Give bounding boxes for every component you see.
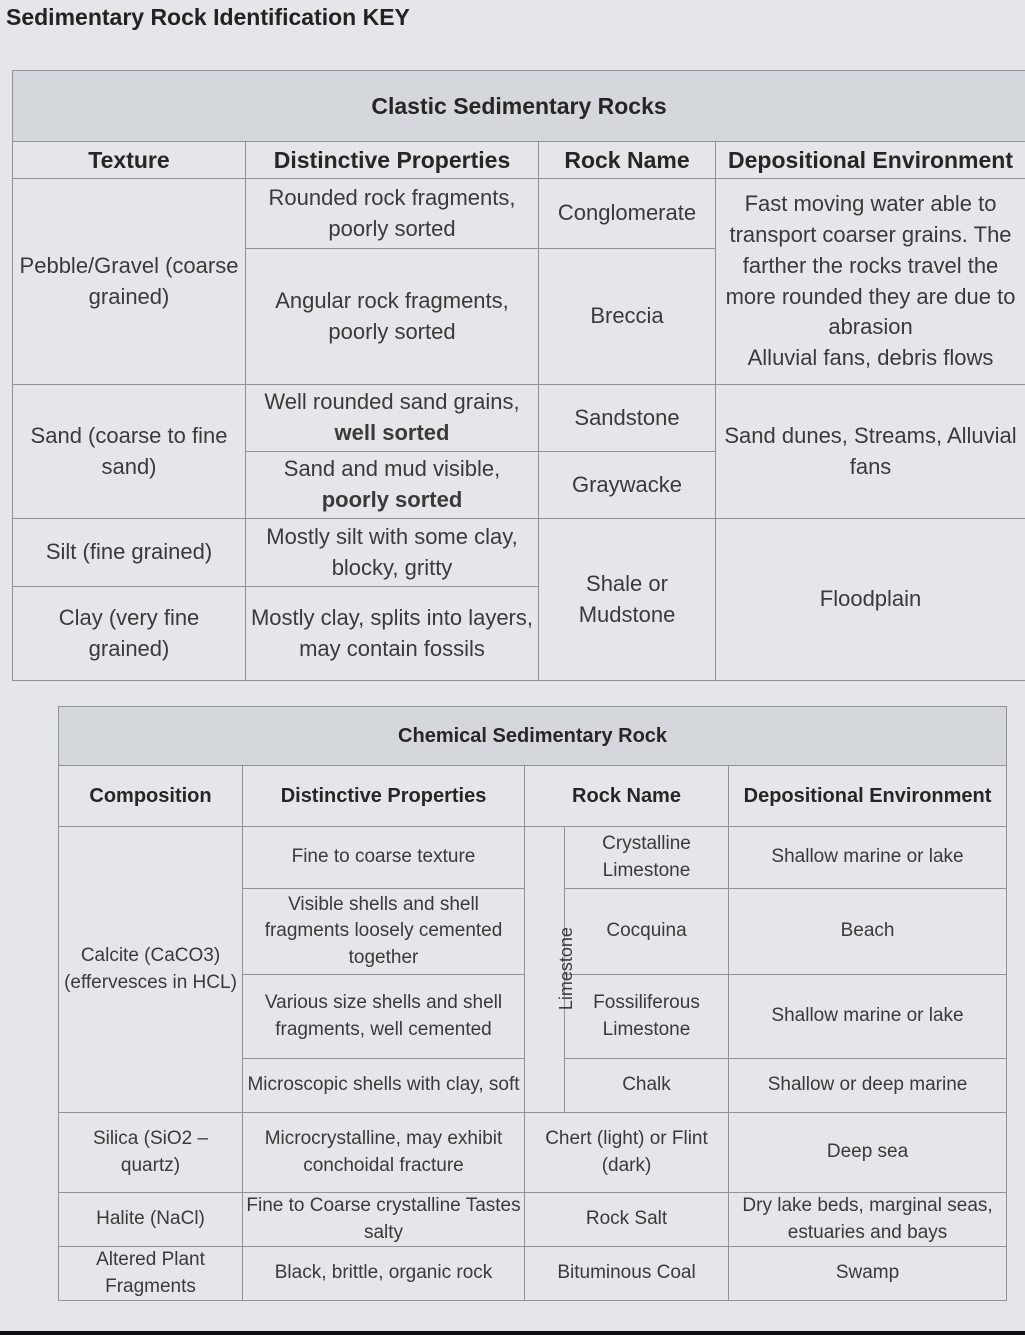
clastic-rocks-table	[12, 70, 1025, 681]
header-chem-depositional-environment: Depositional Environment	[729, 766, 1007, 827]
environment-pebble-gravel	[716, 179, 1025, 385]
environment-floodplain: Floodplain	[716, 519, 1025, 681]
composition-plant-fragments: Altered Plant Fragments	[59, 1247, 243, 1301]
chem-rock-name: Crystalline Limestone	[565, 827, 729, 889]
composition-silica: Silica (SiO2 – quartz)	[59, 1113, 243, 1193]
chem-properties: Fine to coarse texture	[243, 827, 525, 889]
chem-rock-name: Chalk	[565, 1059, 729, 1113]
chemical-rocks-table	[58, 706, 1007, 1301]
chem-properties: Various size shells and shell fragments, well cemented	[243, 975, 525, 1059]
chem-properties: Black, brittle, organic rock	[243, 1247, 525, 1301]
chem-environment: Beach	[729, 889, 1007, 975]
rock-name-breccia: Breccia	[539, 249, 716, 385]
texture-sand: Sand (coarse to fine sand)	[13, 385, 246, 519]
environment-sand: Sand dunes, Streams, Alluvial fans	[716, 385, 1025, 519]
chem-environment: Shallow marine or lake	[729, 827, 1007, 889]
rock-name-sandstone: Sandstone	[539, 385, 716, 452]
limestone-vertical-text: Limestone	[555, 927, 576, 1011]
environment-pebble-text: Fast moving water able to transport coarser grains. The farther the rocks travel the more rounded they are due to abrasion	[725, 191, 1016, 340]
rock-name-shale: Shale or Mudstone	[539, 519, 716, 681]
composition-halite: Halite (NaCl)	[59, 1193, 243, 1247]
environment-pebble-extra: Alluvial fans, debris flows	[747, 345, 994, 371]
chem-properties: Microcrystalline, may exhibit conchoidal fracture	[243, 1113, 525, 1193]
chemical-table-title: Chemical Sedimentary Rock	[59, 707, 1007, 766]
header-texture: Texture	[13, 142, 246, 179]
chem-rock-name: Cocquina	[565, 889, 729, 975]
properties-sandstone-bold: well sorted	[334, 420, 450, 445]
header-distinctive-properties: Distinctive Properties	[246, 142, 539, 179]
rock-name-graywacke: Graywacke	[539, 452, 716, 519]
header-composition: Composition	[59, 766, 243, 827]
chem-rock-name: Fossiliferous Limestone	[565, 975, 729, 1059]
chem-rock-name: Rock Salt	[525, 1193, 729, 1247]
clastic-table-title: Clastic Sedimentary Rocks	[13, 71, 1025, 142]
texture-pebble-gravel: Pebble/Gravel (coarse grained)	[13, 179, 246, 385]
properties-clay: Mostly clay, splits into layers, may contain fossils	[246, 587, 539, 681]
rock-name-conglomerate: Conglomerate	[539, 179, 716, 249]
header-rock-name: Rock Name	[539, 142, 716, 179]
properties-sandstone-text: Well rounded sand grains,	[264, 389, 520, 415]
properties-sandstone	[246, 385, 539, 452]
properties-silt: Mostly silt with some clay, blocky, gritty	[246, 519, 539, 587]
chem-environment: Shallow marine or lake	[729, 975, 1007, 1059]
properties-conglomerate: Rounded rock fragments, poorly sorted	[246, 179, 539, 249]
texture-clay: Clay (very fine grained)	[13, 587, 246, 681]
properties-graywacke-bold: poorly sorted	[321, 487, 463, 512]
chem-properties: Microscopic shells with clay, soft	[243, 1059, 525, 1113]
chem-environment: Shallow or deep marine	[729, 1059, 1007, 1113]
bottom-edge-bar	[0, 1331, 1025, 1335]
chem-properties: Fine to Coarse crystalline Tastes salty	[243, 1193, 525, 1247]
header-chem-distinctive-properties: Distinctive Properties	[243, 766, 525, 827]
header-depositional-environment: Depositional Environment	[716, 142, 1025, 179]
chem-properties: Visible shells and shell fragments loosely cemented together	[243, 889, 525, 975]
properties-graywacke	[246, 452, 539, 519]
header-chem-rock-name: Rock Name	[525, 766, 729, 827]
chem-rock-name: Chert (light) or Flint (dark)	[525, 1113, 729, 1193]
chem-environment: Dry lake beds, marginal seas, estuaries and bays	[729, 1193, 1007, 1247]
properties-breccia: Angular rock fragments, poorly sorted	[246, 249, 539, 385]
limestone-group-label	[525, 827, 576, 1113]
chem-rock-name: Bituminous Coal	[525, 1247, 729, 1301]
composition-calcite: Calcite (CaCO3) (effervesces in HCL)	[59, 827, 243, 1113]
properties-graywacke-text: Sand and mud visible,	[283, 456, 501, 482]
page-title: Sedimentary Rock Identification KEY	[6, 4, 410, 30]
chem-environment: Swamp	[729, 1247, 1007, 1301]
chem-environment: Deep sea	[729, 1113, 1007, 1193]
texture-silt: Silt (fine grained)	[13, 519, 246, 587]
